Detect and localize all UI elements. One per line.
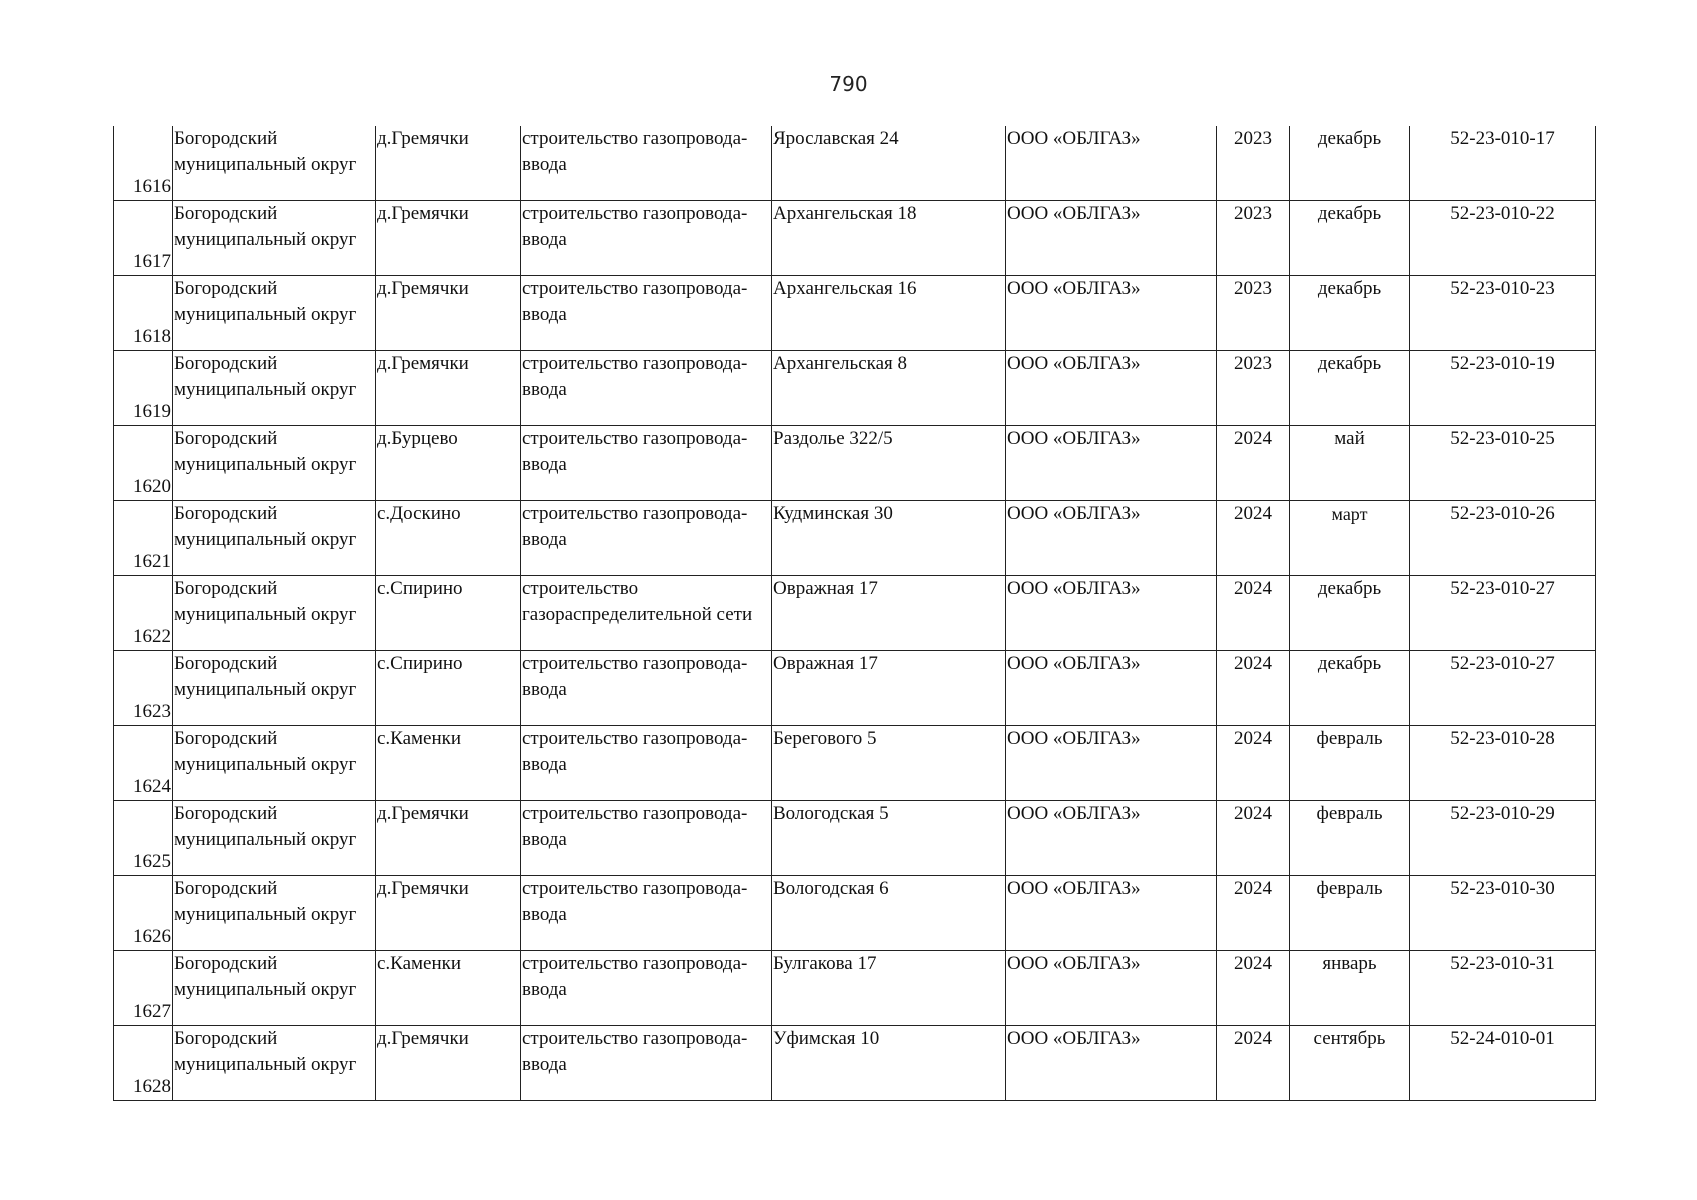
row-number-cell: 1628	[114, 1026, 173, 1101]
work-type-cell	[521, 801, 772, 876]
district-line: муниципальный округ	[174, 304, 357, 325]
work-type-line: ввода	[522, 304, 567, 325]
work-type-line: ввода	[522, 154, 567, 175]
code-cell: 52-23-010-22	[1410, 201, 1596, 276]
work-type-cell	[521, 501, 772, 576]
work-type-cell	[521, 201, 772, 276]
district-line: Богородский	[174, 578, 278, 599]
district-line: Богородский	[174, 503, 278, 524]
address-cell: Булгакова 17	[772, 951, 1006, 1026]
work-type-line: строительство газопровода-	[522, 278, 748, 299]
row-number-cell: 1618	[114, 276, 173, 351]
month-cell: февраль	[1290, 876, 1410, 951]
district-line: Богородский	[174, 1028, 278, 1049]
work-type-line: ввода	[522, 679, 567, 700]
month-cell: декабрь	[1290, 651, 1410, 726]
address-cell: Берегового 5	[772, 726, 1006, 801]
organization-cell: ООО «ОБЛГАЗ»	[1006, 726, 1217, 801]
work-type-cell	[521, 576, 772, 651]
locality-cell: с.Спирино	[376, 576, 521, 651]
month-cell: декабрь	[1290, 276, 1410, 351]
work-type-line: строительство газопровода-	[522, 653, 748, 674]
code-cell: 52-23-010-17	[1410, 126, 1596, 201]
code-cell: 52-23-010-25	[1410, 426, 1596, 501]
district-line: Богородский	[174, 728, 278, 749]
table-row	[114, 426, 1596, 501]
district-line: муниципальный округ	[174, 379, 357, 400]
locality-cell: д.Гремячки	[376, 276, 521, 351]
code-cell: 52-23-010-30	[1410, 876, 1596, 951]
address-cell: Вологодская 5	[772, 801, 1006, 876]
work-type-line: строительство газопровода-	[522, 803, 748, 824]
work-type-line: строительство газопровода-	[522, 1028, 748, 1049]
locality-cell: д.Гремячки	[376, 201, 521, 276]
code-cell: 52-23-010-19	[1410, 351, 1596, 426]
month-cell: май	[1290, 426, 1410, 501]
row-number-cell: 1621	[114, 501, 173, 576]
district-cell	[173, 726, 376, 801]
row-number-cell: 1627	[114, 951, 173, 1026]
month-cell: февраль	[1290, 801, 1410, 876]
district-line: Богородский	[174, 803, 278, 824]
district-line: муниципальный округ	[174, 829, 357, 850]
district-cell	[173, 501, 376, 576]
code-cell: 52-24-010-01	[1410, 1026, 1596, 1101]
district-line: муниципальный округ	[174, 679, 357, 700]
locality-cell: д.Гремячки	[376, 351, 521, 426]
month-cell: март	[1290, 501, 1410, 576]
district-cell	[173, 201, 376, 276]
table-row	[114, 1026, 1596, 1101]
district-line: муниципальный округ	[174, 754, 357, 775]
year-cell: 2024	[1217, 576, 1290, 651]
organization-cell: ООО «ОБЛГАЗ»	[1006, 201, 1217, 276]
locality-cell: с.Каменки	[376, 951, 521, 1026]
code-cell: 52-23-010-29	[1410, 801, 1596, 876]
month-cell: декабрь	[1290, 201, 1410, 276]
address-cell: Архангельская 8	[772, 351, 1006, 426]
organization-cell: ООО «ОБЛГАЗ»	[1006, 1026, 1217, 1101]
district-cell	[173, 576, 376, 651]
district-cell	[173, 876, 376, 951]
row-number-cell: 1623	[114, 651, 173, 726]
code-cell: 52-23-010-27	[1410, 576, 1596, 651]
year-cell: 2023	[1217, 201, 1290, 276]
district-line: Богородский	[174, 353, 278, 374]
district-line: Богородский	[174, 203, 278, 224]
organization-cell: ООО «ОБЛГАЗ»	[1006, 126, 1217, 201]
locality-cell: с.Доскино	[376, 501, 521, 576]
code-cell: 52-23-010-23	[1410, 276, 1596, 351]
district-line: муниципальный округ	[174, 229, 357, 250]
work-type-line: газораспределительной сети	[522, 604, 753, 625]
district-line: Богородский	[174, 953, 278, 974]
district-line: Богородский	[174, 278, 278, 299]
month-cell: февраль	[1290, 726, 1410, 801]
address-cell: Архангельская 16	[772, 276, 1006, 351]
work-type-cell	[521, 876, 772, 951]
district-line: муниципальный округ	[174, 1054, 357, 1075]
work-type-line: строительство газопровода-	[522, 728, 748, 749]
district-line: муниципальный округ	[174, 979, 357, 1000]
address-cell: Вологодская 6	[772, 876, 1006, 951]
work-type-cell	[521, 276, 772, 351]
work-type-cell	[521, 426, 772, 501]
table-row	[114, 126, 1596, 201]
district-cell	[173, 1026, 376, 1101]
table-row	[114, 801, 1596, 876]
month-cell: сентябрь	[1290, 1026, 1410, 1101]
organization-cell: ООО «ОБЛГАЗ»	[1006, 801, 1217, 876]
district-line: Богородский	[174, 428, 278, 449]
locality-cell: д.Гремячки	[376, 126, 521, 201]
work-type-line: ввода	[522, 829, 567, 850]
year-cell: 2024	[1217, 951, 1290, 1026]
work-type-line: ввода	[522, 454, 567, 475]
locality-cell: с.Спирино	[376, 651, 521, 726]
district-cell	[173, 126, 376, 201]
district-cell	[173, 801, 376, 876]
district-line: Богородский	[174, 128, 278, 149]
work-type-cell	[521, 651, 772, 726]
district-line: муниципальный округ	[174, 904, 357, 925]
organization-cell: ООО «ОБЛГАЗ»	[1006, 426, 1217, 501]
organization-cell: ООО «ОБЛГАЗ»	[1006, 876, 1217, 951]
locality-cell: д.Гремячки	[376, 801, 521, 876]
year-cell: 2024	[1217, 1026, 1290, 1101]
address-cell: Ярославская 24	[772, 126, 1006, 201]
month-cell: декабрь	[1290, 351, 1410, 426]
row-number-cell: 1620	[114, 426, 173, 501]
organization-cell: ООО «ОБЛГАЗ»	[1006, 351, 1217, 426]
row-number-cell: 1617	[114, 201, 173, 276]
work-type-line: строительство газопровода-	[522, 203, 748, 224]
month-cell: декабрь	[1290, 576, 1410, 651]
table-row	[114, 651, 1596, 726]
work-type-line: ввода	[522, 529, 567, 550]
organization-cell: ООО «ОБЛГАЗ»	[1006, 651, 1217, 726]
row-number-cell: 1616	[114, 126, 173, 201]
address-cell: Уфимская 10	[772, 1026, 1006, 1101]
year-cell: 2024	[1217, 426, 1290, 501]
work-type-line: ввода	[522, 754, 567, 775]
year-cell: 2024	[1217, 501, 1290, 576]
district-line: Богородский	[174, 653, 278, 674]
table-row	[114, 576, 1596, 651]
row-number-cell: 1624	[114, 726, 173, 801]
row-number-cell: 1619	[114, 351, 173, 426]
table-row	[114, 726, 1596, 801]
address-cell: Кудминская 30	[772, 501, 1006, 576]
work-type-line: ввода	[522, 979, 567, 1000]
row-number-cell: 1625	[114, 801, 173, 876]
row-number-cell: 1626	[114, 876, 173, 951]
table-row	[114, 876, 1596, 951]
work-type-line: ввода	[522, 1054, 567, 1075]
year-cell: 2023	[1217, 126, 1290, 201]
district-cell	[173, 651, 376, 726]
work-type-cell	[521, 351, 772, 426]
registry-table	[113, 126, 1596, 1101]
organization-cell: ООО «ОБЛГАЗ»	[1006, 576, 1217, 651]
work-type-line: строительство газопровода-	[522, 878, 748, 899]
year-cell: 2023	[1217, 276, 1290, 351]
district-line: Богородский	[174, 878, 278, 899]
organization-cell: ООО «ОБЛГАЗ»	[1006, 276, 1217, 351]
year-cell: 2024	[1217, 876, 1290, 951]
work-type-line: строительство газопровода-	[522, 503, 748, 524]
work-type-line: ввода	[522, 904, 567, 925]
registry-body	[114, 126, 1596, 1101]
work-type-line: строительство	[522, 578, 639, 599]
locality-cell: с.Каменки	[376, 726, 521, 801]
address-cell: Овражная 17	[772, 651, 1006, 726]
table-row	[114, 351, 1596, 426]
district-cell	[173, 276, 376, 351]
page-number: 790	[829, 72, 868, 96]
address-cell: Архангельская 18	[772, 201, 1006, 276]
organization-cell: ООО «ОБЛГАЗ»	[1006, 501, 1217, 576]
year-cell: 2024	[1217, 651, 1290, 726]
locality-cell: д.Гремячки	[376, 1026, 521, 1101]
district-cell	[173, 951, 376, 1026]
code-cell: 52-23-010-31	[1410, 951, 1596, 1026]
year-cell: 2024	[1217, 801, 1290, 876]
code-cell: 52-23-010-28	[1410, 726, 1596, 801]
row-number-cell: 1622	[114, 576, 173, 651]
work-type-line: ввода	[522, 229, 567, 250]
code-cell: 52-23-010-26	[1410, 501, 1596, 576]
code-cell: 52-23-010-27	[1410, 651, 1596, 726]
address-cell: Овражная 17	[772, 576, 1006, 651]
year-cell: 2024	[1217, 726, 1290, 801]
work-type-cell	[521, 951, 772, 1026]
work-type-cell	[521, 1026, 772, 1101]
month-cell: январь	[1290, 951, 1410, 1026]
work-type-line: строительство газопровода-	[522, 353, 748, 374]
district-cell	[173, 351, 376, 426]
table-row	[114, 201, 1596, 276]
work-type-line: строительство газопровода-	[522, 428, 748, 449]
district-line: муниципальный округ	[174, 154, 357, 175]
locality-cell: д.Гремячки	[376, 876, 521, 951]
address-cell: Раздолье 322/5	[772, 426, 1006, 501]
work-type-cell	[521, 726, 772, 801]
locality-cell: д.Бурцево	[376, 426, 521, 501]
table-row	[114, 501, 1596, 576]
work-type-line: строительство газопровода-	[522, 128, 748, 149]
month-cell: декабрь	[1290, 126, 1410, 201]
table-row	[114, 276, 1596, 351]
work-type-line: строительство газопровода-	[522, 953, 748, 974]
year-cell: 2023	[1217, 351, 1290, 426]
district-line: муниципальный округ	[174, 529, 357, 550]
table-row	[114, 951, 1596, 1026]
work-type-cell	[521, 126, 772, 201]
district-line: муниципальный округ	[174, 454, 357, 475]
district-line: муниципальный округ	[174, 604, 357, 625]
district-cell	[173, 426, 376, 501]
work-type-line: ввода	[522, 379, 567, 400]
organization-cell: ООО «ОБЛГАЗ»	[1006, 951, 1217, 1026]
